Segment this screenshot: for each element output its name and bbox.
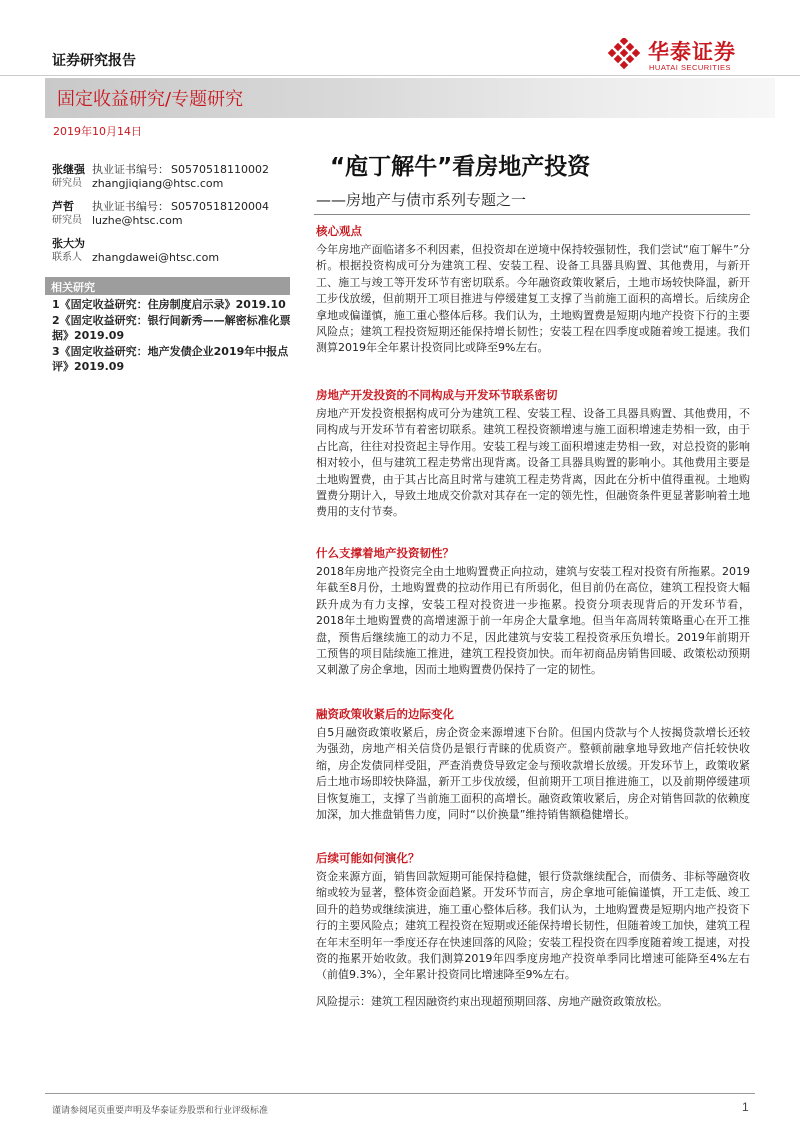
- cert-number: S0570518120004: [171, 200, 269, 213]
- author-email[interactable]: zhangjiqiang@htsc.com: [92, 177, 224, 190]
- author-role: 研究员: [52, 215, 82, 226]
- risk-warning: 风险提示：建筑工程因融资约束出现超预期回落、房地产融资政策放松。: [316, 994, 668, 1008]
- author-name: 芦哲: [52, 200, 74, 213]
- footer-divider: [45, 1093, 755, 1094]
- author-email[interactable]: zhangdawei@htsc.com: [92, 251, 220, 264]
- author-role: 研究员: [52, 178, 82, 189]
- section-title: 核心观点: [316, 224, 362, 238]
- related-research-item[interactable]: 2《固定收益研究：银行间新秀——解密标准化票据》2019.09: [52, 313, 291, 342]
- author-list: [52, 163, 292, 274]
- author-name: 张继强: [52, 163, 85, 176]
- related-research-item[interactable]: 1《固定收益研究：住房制度启示录》2019.10: [52, 298, 286, 311]
- related-research-header: [45, 277, 290, 295]
- title-divider: [314, 214, 750, 215]
- company-logo: [606, 36, 778, 76]
- header-divider: [0, 75, 800, 76]
- cert-label: 执业证书编号：: [92, 163, 169, 176]
- related-research-item[interactable]: 3《固定收益研究：地产发债企业2019年中报点评》2019.09: [52, 344, 289, 373]
- author-email[interactable]: luzhe@htsc.com: [92, 214, 183, 227]
- section-title: 融资政策收紧后的边际变化: [316, 707, 454, 721]
- author-entry: [52, 163, 292, 191]
- logo-name-en: HUATAI SECURITIES: [649, 63, 731, 72]
- footer-disclaimer[interactable]: 谨请参阅尾页重要声明及华泰证券股票和行业评级标准: [52, 1106, 269, 1116]
- section-paragraph: 今年房地产面临诸多不利因素，但投资却在逆境中保持较强韧性，我们尝试“庖丁解牛”分析。根据投资构成可分为建筑工程、安装工程、设备工具器具购置、其他费用，与新开工、施工与竣工等开发环节有密切联系。今年融资政策收紧后，土地市场较快降温，新开工步伐放缓，但前期开工项目推进与停缓建复工支撑了当前施工面积的高增长。后续房企拿地或偏谨慎，施工重心整体后移。我们认为，土地购置费是短期内地产投资下行的主要风险点；建筑工程投资短期还能保持增长韧性；安装工程在四季度或随着竣工提速。我们测算2019年全年累计投资同比或降至9%左右。: [316, 243, 750, 355]
- section-paragraph: 2018年房地产投资完全由土地购置费正向拉动，建筑与安装工程对投资有所拖累。2019年截至8月份，土地购置费的拉动作用已有所弱化，但目前仍在高位，建筑工程投资大幅跃升成为有力支撑，安装工程对投资进一步拖累。投资分项表现背后的开发环节看，2018年土地购置费的高增速源于前一年房企大量拿地。但当年高周转策略重心在开工推盘，预售后继续施工的动力不足，因此建筑与安装工程投资承压负增长。2019年前期开工预售的项目陆续施工推进，建筑工程投资加快。而年初商品房销售回暖、政策松动预期又刺激了房企拿地，因而土地购置费仍保持了一定的韧性。: [316, 565, 750, 677]
- section-core-views: [316, 223, 750, 357]
- related-research-label: 相关研究: [51, 281, 95, 294]
- author-role: 联系人: [52, 252, 82, 263]
- author-entry: [52, 237, 292, 265]
- report-subtitle: ——房地产与债市系列专题之一: [316, 191, 527, 209]
- banner-title: 固定收益研究/专题研究: [57, 89, 244, 110]
- report-type: 证券研究报告: [52, 53, 136, 69]
- section-paragraph: 资金来源方面，销售回款短期可能保持稳健，银行贷款继续配合，而债务、非标等融资收缩或较为显著，整体资金面趋紧。开发环节而言，房企拿地可能偏谨慎，开工走低、竣工回升的趋势或继续演进，施工重心整体后移。我们认为，土地购置费是短期内地产投资下行的主要风险点；建筑工程投资在短期或还能保持增长韧性，但随着竣工加快，建筑工程在年末至明年一季度还存在快速回落的风险；安装工程投资在四季度随着竣工提速，对投资的拖累开始收敛。我们测算2019年四季度房地产投资单季同比增速可能降至4%左右（前值9.3%），全年累计投资同比增速降至9%左右。: [316, 870, 750, 982]
- report-title: “庖丁解牛”看房地产投资: [330, 154, 591, 180]
- section-title: 房地产开发投资的不同构成与开发环节联系密切: [316, 388, 558, 402]
- author-name: 张大为: [52, 237, 85, 250]
- cert-number: S0570518110002: [171, 163, 269, 176]
- section-outlook: [316, 850, 750, 1010]
- section-title: 什么支撑着地产投资韧性？: [316, 546, 454, 560]
- section-investment-resilience: [316, 545, 750, 679]
- section-financing-tightening: [316, 706, 750, 823]
- page-number: 1: [742, 1100, 749, 1114]
- huatai-logo-icon: [606, 38, 642, 74]
- category-banner: [45, 78, 775, 118]
- section-title: 后续可能如何演化？: [316, 851, 420, 865]
- cert-label: 执业证书编号：: [92, 200, 169, 213]
- related-research-list: [52, 297, 292, 375]
- author-entry: [52, 200, 292, 228]
- report-date: 2019年10月14日: [53, 125, 142, 138]
- logo-name: 华泰证券: [648, 40, 736, 64]
- section-paragraph: 房地产开发投资根据构成可分为建筑工程、安装工程、设备工具器具购置、其他费用，不同构成与开发环节有着密切联系。建筑工程投资额增速与施工面积增速走势相一致，由于占比高，往往对投资起主导作用。安装工程与竣工面积增速走势相一致，对总投资的影响相对较小，但与建筑工程走势常出现背离。设备工具器具购置的影响小。其他费用主要是土地购置费，由于其占比高且时常与建筑工程走势背离，因此在分析中值得重视。土地购置费分期计入，导致土地成交价款对其存在一定的领先性，但融资条件更显著影响着土地费用的支付节奏。: [316, 407, 750, 519]
- section-paragraph: 自5月融资政策收紧后，房企资金来源增速下台阶。但国内贷款与个人按揭贷款增长还较为强劲，房地产相关信贷仍是银行青睐的优质资产。整顿前融拿地导致地产信托较快收缩，房企发债同样受阻，严查消费贷导致定金与预收款增长放缓。开发环节上，政策收紧后土地市场即较快降温，新开工步伐放缓，但前期开工项目推进施工，以及前期停缓建项目恢复施工，支撑了当前施工面积的高增长。融资政策收紧后，房企对销售回款的依赖度加深，加大推盘销售力度，同时“以价换量”维持销售额稳健增长。: [316, 726, 750, 822]
- section-investment-composition: [316, 387, 750, 521]
